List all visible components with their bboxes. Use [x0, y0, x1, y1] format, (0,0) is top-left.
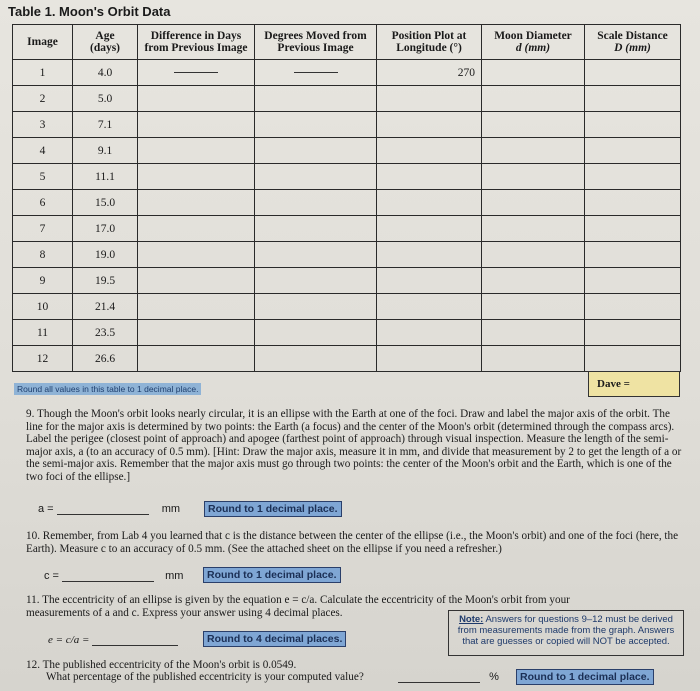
- age-cell: 7.1: [73, 112, 138, 138]
- diameter-cell[interactable]: [482, 164, 585, 190]
- question-11-text: 11. The eccentricity of an ellipse is given by the equation e = c/a. Calculate the eccentricity of the Moon's orbit from your measurements of a and c. Express your answer using 4 decimal places.: [26, 594, 570, 619]
- position-cell[interactable]: [377, 164, 482, 190]
- position-cell[interactable]: [377, 190, 482, 216]
- age-cell: 19.5: [73, 268, 138, 294]
- table-row: [13, 60, 681, 86]
- diameter-cell[interactable]: [482, 190, 585, 216]
- image-cell: 1: [13, 60, 73, 86]
- diameter-cell[interactable]: [482, 216, 585, 242]
- difference-cell-na: [138, 60, 255, 86]
- distance-cell[interactable]: [585, 190, 681, 216]
- image-cell: 9: [13, 268, 73, 294]
- question-12-answer: [398, 671, 499, 683]
- degrees-cell[interactable]: [255, 242, 377, 268]
- position-cell[interactable]: [377, 242, 482, 268]
- table-row: [13, 112, 681, 138]
- question-9-input[interactable]: [57, 514, 149, 515]
- position-cell[interactable]: 270: [377, 60, 482, 86]
- position-cell[interactable]: [377, 320, 482, 346]
- question-11-answer: [48, 634, 178, 646]
- age-cell: 9.1: [73, 138, 138, 164]
- age-cell: 17.0: [73, 216, 138, 242]
- note-box: [448, 610, 684, 656]
- position-cell[interactable]: [377, 346, 482, 372]
- position-cell[interactable]: [377, 216, 482, 242]
- question-12-round-tag: Round to 1 decimal place.: [516, 669, 654, 685]
- question-10-input[interactable]: [62, 581, 154, 582]
- diameter-cell[interactable]: [482, 86, 585, 112]
- table-row: [13, 294, 681, 320]
- average-distance-field[interactable]: Dave =: [588, 371, 680, 397]
- difference-cell[interactable]: [138, 216, 255, 242]
- degrees-cell[interactable]: [255, 268, 377, 294]
- distance-cell[interactable]: [585, 320, 681, 346]
- question-10-answer: [44, 570, 183, 582]
- note-text: Answers for questions 9–12 must be derived from measurements made from the graph. Answers that are guesses or copied will NOT be accepted.: [457, 614, 675, 647]
- image-cell: 5: [13, 164, 73, 190]
- distance-cell[interactable]: [585, 294, 681, 320]
- question-9-label: a =: [38, 503, 54, 515]
- table-row: [13, 138, 681, 164]
- difference-cell[interactable]: [138, 268, 255, 294]
- diameter-cell[interactable]: [482, 320, 585, 346]
- distance-cell[interactable]: [585, 60, 681, 86]
- diameter-cell[interactable]: [482, 242, 585, 268]
- header-difference-days: Difference in Days from Previous Image: [138, 25, 255, 60]
- age-cell: 15.0: [73, 190, 138, 216]
- table-round-note: Round all values in this table to 1 decimal place.: [14, 383, 201, 395]
- question-10-round-tag: Round to 1 decimal place.: [203, 567, 341, 583]
- distance-cell[interactable]: [585, 86, 681, 112]
- image-cell: 8: [13, 242, 73, 268]
- degrees-cell[interactable]: [255, 164, 377, 190]
- question-9-text: 9. Though the Moon's orbit looks nearly circular, it is an ellipse with the Earth at one of the foci. Draw and label the major axis of the orbit. The line for the major axis is determined by two points: the Earth (a focus) and the center of the Moon's orbit (determined through the compass arcs). Label the perigee (closest point of approach) and apogee (farthest point of approach) through visual inspection. Measure the length of the semi-major axis, a (to an accuracy of 0.5 mm). [Hint: Draw the major axis, measure it in mm, and divide that measurement by 2 to get the length of a or the semi-major axis. Remember that the major axis must go through two points: the center of the Moon's orbit and the Earth, which is one of the two foci of the ellipse.]: [26, 408, 682, 483]
- image-cell: 10: [13, 294, 73, 320]
- image-cell: 3: [13, 112, 73, 138]
- header-moon-diameter: Moon Diameter d (mm): [482, 25, 585, 60]
- age-cell: 19.0: [73, 242, 138, 268]
- difference-cell[interactable]: [138, 112, 255, 138]
- header-position-plot: Position Plot at Longitude (°): [377, 25, 482, 60]
- header-image: Image: [13, 25, 73, 60]
- diameter-cell[interactable]: [482, 268, 585, 294]
- question-11-label: e = c/a =: [48, 634, 90, 646]
- age-cell: 26.6: [73, 346, 138, 372]
- image-cell: 6: [13, 190, 73, 216]
- age-cell: 23.5: [73, 320, 138, 346]
- table-row: [13, 86, 681, 112]
- degrees-cell[interactable]: [255, 86, 377, 112]
- image-cell: 7: [13, 216, 73, 242]
- table-row: [13, 190, 681, 216]
- header-scale-distance: Scale Distance D (mm): [585, 25, 681, 60]
- degrees-cell-na: [255, 60, 377, 86]
- position-cell[interactable]: [377, 112, 482, 138]
- question-12-line2: What percentage of the published eccentricity is your computed value?: [46, 671, 364, 683]
- distance-cell[interactable]: [585, 346, 681, 372]
- diameter-cell[interactable]: [482, 112, 585, 138]
- diameter-cell[interactable]: [482, 346, 585, 372]
- distance-cell[interactable]: [585, 268, 681, 294]
- degrees-cell[interactable]: [255, 294, 377, 320]
- difference-cell[interactable]: [138, 346, 255, 372]
- degrees-cell[interactable]: [255, 138, 377, 164]
- question-9-answer: [38, 503, 180, 515]
- question-9-unit: mm: [161, 503, 181, 515]
- image-cell: 2: [13, 86, 73, 112]
- degrees-cell[interactable]: [255, 320, 377, 346]
- difference-cell[interactable]: [138, 86, 255, 112]
- question-12-input[interactable]: [398, 682, 480, 683]
- distance-cell[interactable]: [585, 242, 681, 268]
- distance-cell[interactable]: [585, 164, 681, 190]
- note-label: Note:: [459, 614, 484, 625]
- question-10-unit: mm: [165, 570, 184, 582]
- diameter-cell[interactable]: [482, 60, 585, 86]
- degrees-cell[interactable]: [255, 216, 377, 242]
- difference-cell[interactable]: [138, 164, 255, 190]
- header-age: Age (days): [73, 25, 138, 60]
- position-cell[interactable]: [377, 268, 482, 294]
- difference-cell[interactable]: [138, 190, 255, 216]
- table-row: [13, 346, 681, 372]
- question-10-text: 10. Remember, from Lab 4 you learned that c is the distance between the center of the ellipse (i.e., the Moon's orbit) and one of the foci (here, the Earth). Measure c to an accuracy of 0.5 mm. (See the attached sheet on the ellipse if you need a refresher.): [26, 530, 679, 555]
- question-11-input[interactable]: [92, 645, 178, 646]
- distance-cell[interactable]: [585, 216, 681, 242]
- difference-cell[interactable]: [138, 294, 255, 320]
- image-cell: 4: [13, 138, 73, 164]
- table-row: [13, 216, 681, 242]
- header-degrees-moved: Degrees Moved from Previous Image: [255, 25, 377, 60]
- image-cell: 12: [13, 346, 73, 372]
- question-12-unit: %: [489, 671, 499, 683]
- distance-cell[interactable]: [585, 138, 681, 164]
- table-header-row: [13, 25, 681, 60]
- position-cell[interactable]: [377, 138, 482, 164]
- position-cell[interactable]: [377, 86, 482, 112]
- difference-cell[interactable]: [138, 242, 255, 268]
- question-9-round-tag: Round to 1 decimal place.: [204, 501, 342, 517]
- degrees-cell[interactable]: [255, 190, 377, 216]
- position-cell[interactable]: [377, 294, 482, 320]
- difference-cell[interactable]: [138, 320, 255, 346]
- image-cell: 11: [13, 320, 73, 346]
- age-cell: 5.0: [73, 86, 138, 112]
- diameter-cell[interactable]: [482, 138, 585, 164]
- table-row: [13, 320, 681, 346]
- table-row: [13, 242, 681, 268]
- question-10-label: c =: [44, 570, 59, 582]
- age-cell: 11.1: [73, 164, 138, 190]
- degrees-cell[interactable]: [255, 346, 377, 372]
- age-cell: 21.4: [73, 294, 138, 320]
- difference-cell[interactable]: [138, 138, 255, 164]
- table-row: [13, 164, 681, 190]
- question-12-line1: 12. The published eccentricity of the Moon's orbit is 0.0549.: [26, 659, 297, 671]
- table-row: [13, 268, 681, 294]
- moon-orbit-table: [12, 24, 681, 372]
- degrees-cell[interactable]: [255, 112, 377, 138]
- diameter-cell[interactable]: [482, 294, 585, 320]
- table-title: Table 1. Moon's Orbit Data: [8, 4, 171, 19]
- age-cell: 4.0: [73, 60, 138, 86]
- question-11-round-tag: Round to 4 decimal places.: [203, 631, 346, 647]
- distance-cell[interactable]: [585, 112, 681, 138]
